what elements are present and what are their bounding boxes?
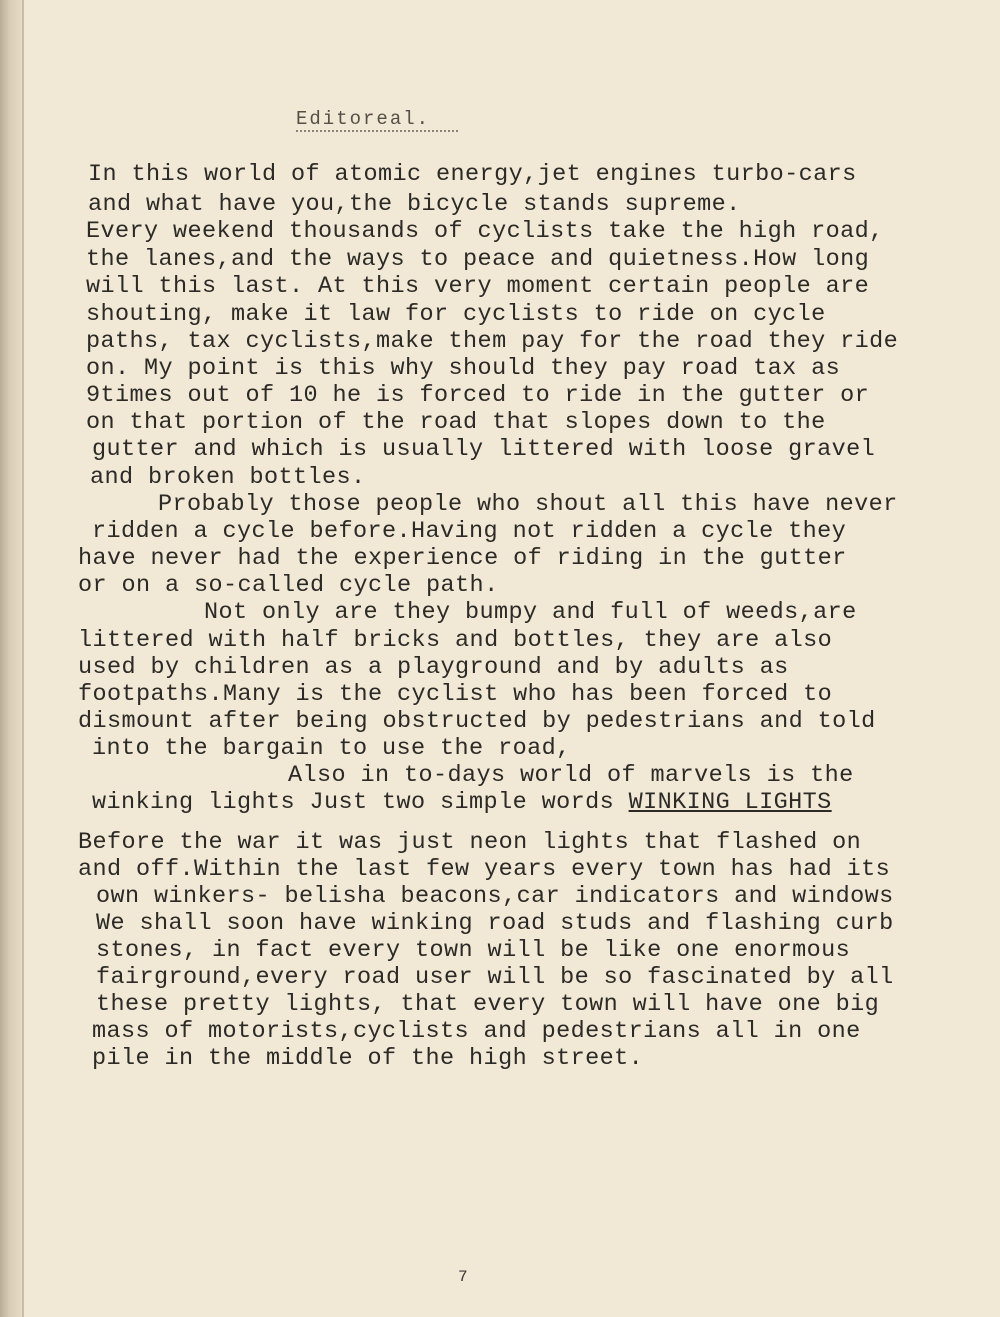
text-line-7: paths, tax cyclists,make them pay for the road they ride [86, 328, 899, 355]
text-line-23: Also in to-days world of marvels is the [288, 762, 854, 789]
text-line-15: have never had the experience of riding in the gutter [78, 545, 847, 572]
text-line-18: littered with half bricks and bottles, they are also [78, 627, 833, 654]
text-line-1: In this world of atomic energy,jet engines turbo-cars [88, 161, 857, 188]
text-line-20: footpaths.Many is the cyclist who has been forced to [78, 681, 833, 708]
text-line-12: and broken bottles. [90, 464, 366, 491]
text-line-13: Probably those people who shout all this have never [158, 491, 898, 518]
winking-lights-underlined: WINKING LIGHTS [628, 789, 832, 816]
text-line-33: pile in the middle of the high street. [92, 1045, 644, 1072]
page-mark: 7 [458, 1268, 468, 1286]
text-line-10: on that portion of the road that slopes down to the [86, 409, 826, 436]
text-line-21: dismount after being obstructed by pedestrians and told [78, 708, 876, 735]
text-line-8: on. My point is this why should they pay road tax as [86, 355, 841, 382]
text-line-31: these pretty lights, that every town will have one big [96, 991, 880, 1018]
text-line-25: Before the war it was just neon lights that flashed on [78, 829, 862, 856]
text-line-4: the lanes,and the ways to peace and quietness.How long [86, 246, 870, 273]
text-line-26: and off.Within the last few years every town has had its [78, 856, 891, 883]
text-line-5: will this last. At this very moment certain people are [86, 273, 870, 300]
text-line-32: mass of motorists,cyclists and pedestrians all in one [92, 1018, 861, 1045]
text-line-14: ridden a cycle before.Having not ridden a cycle they [92, 518, 847, 545]
book-binding-shadow [0, 0, 22, 1317]
text-line-3: Every weekend thousands of cyclists take the high road, [86, 218, 884, 245]
text-line-17: Not only are they bumpy and full of weeds,are [204, 599, 857, 626]
text-line-24-lead: winking lights Just two simple words [92, 789, 629, 816]
text-line-30: fairground,every road user will be so fascinated by all [96, 964, 894, 991]
text-line-19: used by children as a playground and by adults as [78, 654, 789, 681]
text-line-29: stones, in fact every town will be like one enormous [96, 937, 851, 964]
text-line-2: and what have you,the bicycle stands supreme. [88, 191, 741, 218]
editorial-heading: Editoreal. [296, 108, 431, 130]
text-line-16: or on a so-called cycle path. [78, 572, 499, 599]
text-line-9: 9times out of 10 he is forced to ride in the gutter or [86, 382, 870, 409]
text-line-11: gutter and which is usually littered with loose gravel [92, 436, 876, 463]
heading-underline [296, 130, 458, 132]
text-line-28: We shall soon have winking road studs and flashing curb [96, 910, 894, 937]
text-line-6: shouting, make it law for cyclists to ride on cycle [86, 301, 826, 328]
text-line-27: own winkers- belisha beacons,car indicators and windows [96, 883, 894, 910]
text-line-24 [92, 790, 832, 816]
text-line-22: into the bargain to use the road, [92, 735, 571, 762]
